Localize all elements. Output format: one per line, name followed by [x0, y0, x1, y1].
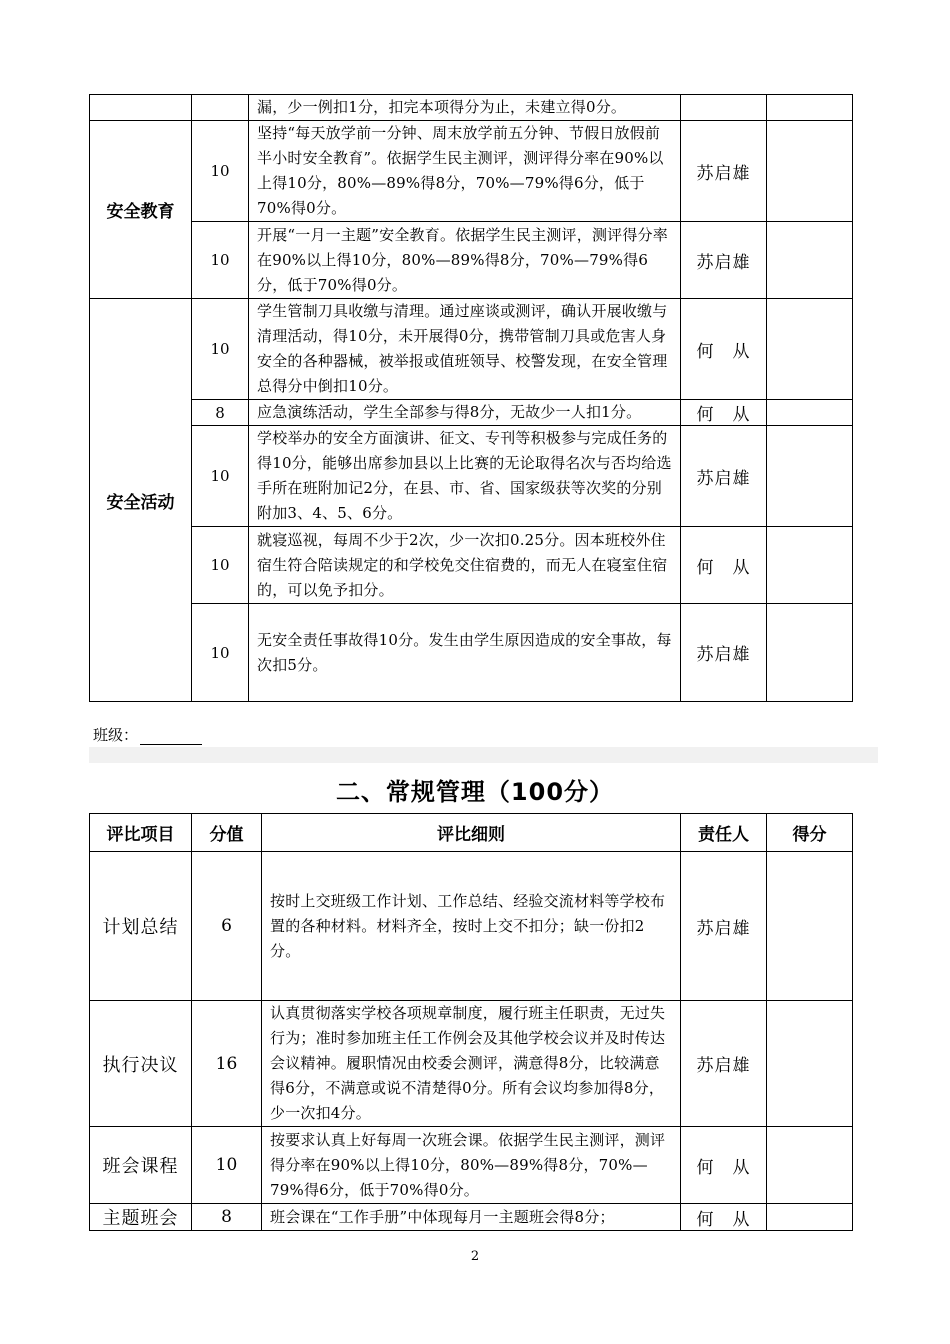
category-cell: 主题班会 — [90, 1204, 192, 1231]
result-cell[interactable] — [767, 222, 853, 299]
table-row — [90, 1204, 853, 1231]
person-cell: 何 从 — [681, 400, 767, 426]
table-row — [90, 852, 853, 1001]
person-cell: 何 从 — [681, 527, 767, 604]
shaded-separator — [89, 747, 878, 763]
person-cell: 何 从 — [681, 1204, 767, 1231]
person-cell: 苏启雄 — [681, 222, 767, 299]
score-cell: 10 — [192, 299, 249, 400]
category-cell — [90, 95, 192, 121]
section-title: 二、常规管理（100分） — [335, 778, 615, 806]
person-cell: 苏启雄 — [681, 852, 767, 1001]
header-rule: 评比细则 — [262, 814, 681, 852]
result-cell[interactable] — [767, 527, 853, 604]
score-cell: 16 — [192, 1001, 262, 1127]
table-row — [90, 527, 853, 604]
table-row — [90, 222, 853, 299]
table-row — [90, 299, 853, 400]
person-cell: 何 从 — [681, 1127, 767, 1204]
rule-cell: 认真贯彻落实学校各项规章制度，履行班主任职责，无过失行为；准时参加班主任工作例会及其他学校会议并及时传达会议精神。履职情况由校委会测评，满意得8分，比较满意得6分，不满意或说不清楚得0分。所有会议均参加得8分，少一次扣4分。 — [262, 1001, 681, 1127]
rule-cell: 开展“一月一主题”安全教育。依据学生民主测评，测评得分率在90%以上得10分，80%—89%得8分，70%—79%得6分，低于70%得0分。 — [249, 222, 681, 299]
class-blank-line[interactable] — [140, 730, 202, 745]
score-cell: 8 — [192, 1204, 262, 1231]
rule-cell: 按时上交班级工作计划、工作总结、经验交流材料等学校布置的各种材料。材料齐全，按时上交不扣分；缺一份扣2分。 — [262, 852, 681, 1001]
score-cell: 10 — [192, 426, 249, 527]
rule-cell: 就寝巡视，每周不少于2次，少一次扣0.25分。因本班校外住宿生符合陪读规定的和学校免交住宿费的，而无人在寝室住宿的，可以免予扣分。 — [249, 527, 681, 604]
rule-cell: 班会课在“工作手册”中体现每月一主题班会得8分； — [262, 1204, 681, 1231]
result-cell[interactable] — [767, 121, 853, 222]
table-row — [90, 121, 853, 222]
category-cell: 执行决议 — [90, 1001, 192, 1127]
rule-cell: 无安全责任事故得10分。发生由学生原因造成的安全事故，每次扣5分。 — [249, 604, 681, 702]
result-cell[interactable] — [767, 852, 853, 1001]
score-cell: 10 — [192, 121, 249, 222]
result-cell[interactable] — [767, 1204, 853, 1231]
rule-cell: 按要求认真上好每周一次班会课。依据学生民主测评，测评得分率在90%以上得10分，80%—89%得8分，70%—79%得6分，低于70%得0分。 — [262, 1127, 681, 1204]
person-cell — [681, 95, 767, 121]
rule-cell: 应急演练活动，学生全部参与得8分，无故少一人扣1分。 — [249, 400, 681, 426]
header-score: 分值 — [192, 814, 262, 852]
result-cell[interactable] — [767, 400, 853, 426]
result-cell[interactable] — [767, 426, 853, 527]
score-cell — [192, 95, 249, 121]
routine-management-table — [89, 813, 853, 1231]
category-cell: 安全教育 — [90, 121, 192, 299]
table-row — [90, 95, 853, 121]
rule-cell: 学生管制刀具收缴与清理。通过座谈或测评，确认开展收缴与清理活动，得10分，未开展得0分，携带管制刀具或危害人身安全的各种器械，被举报或值班领导、校警发现，在安全管理总得分中倒扣10分。 — [249, 299, 681, 400]
rule-cell: 学校举办的安全方面演讲、征文、专刊等积极参与完成任务的得10分，能够出席参加县以上比赛的无论取得名次与否均给选手所在班附加记2分，在县、市、省、国家级获等次奖的分别附加3、4、5、6分。 — [249, 426, 681, 527]
person-cell: 何 从 — [681, 299, 767, 400]
class-field — [93, 724, 202, 745]
result-cell[interactable] — [767, 604, 853, 702]
safety-table — [89, 94, 853, 702]
rule-cell: 坚持“每天放学前一分钟、周末放学前五分钟、节假日放假前半小时安全教育”。依据学生民主测评，测评得分率在90%以上得10分，80%—89%得8分，70%—79%得6分，低于70%得0分。 — [249, 121, 681, 222]
score-cell: 6 — [192, 852, 262, 1001]
result-cell[interactable] — [767, 1001, 853, 1127]
header-person: 责任人 — [681, 814, 767, 852]
result-cell[interactable] — [767, 299, 853, 400]
person-cell: 苏启雄 — [681, 426, 767, 527]
category-cell: 班会课程 — [90, 1127, 192, 1204]
table-header-row — [90, 814, 853, 852]
table-row — [90, 1001, 853, 1127]
header-category: 评比项目 — [90, 814, 192, 852]
table-row — [90, 426, 853, 527]
table-row — [90, 604, 853, 702]
page-number: 2 — [470, 1249, 480, 1264]
score-cell: 8 — [192, 400, 249, 426]
table-row — [90, 400, 853, 426]
result-cell[interactable] — [767, 95, 853, 121]
table-row — [90, 1127, 853, 1204]
score-cell: 10 — [192, 604, 249, 702]
person-cell: 苏启雄 — [681, 604, 767, 702]
category-cell: 计划总结 — [90, 852, 192, 1001]
score-cell: 10 — [192, 1127, 262, 1204]
person-cell: 苏启雄 — [681, 121, 767, 222]
person-cell: 苏启雄 — [681, 1001, 767, 1127]
score-cell: 10 — [192, 222, 249, 299]
result-cell[interactable] — [767, 1127, 853, 1204]
rule-cell: 漏，少一例扣1分，扣完本项得分为止，未建立得0分。 — [249, 95, 681, 121]
score-cell: 10 — [192, 527, 249, 604]
category-cell: 安全活动 — [90, 299, 192, 702]
class-label: 班级： — [93, 726, 139, 744]
header-result: 得分 — [767, 814, 853, 852]
